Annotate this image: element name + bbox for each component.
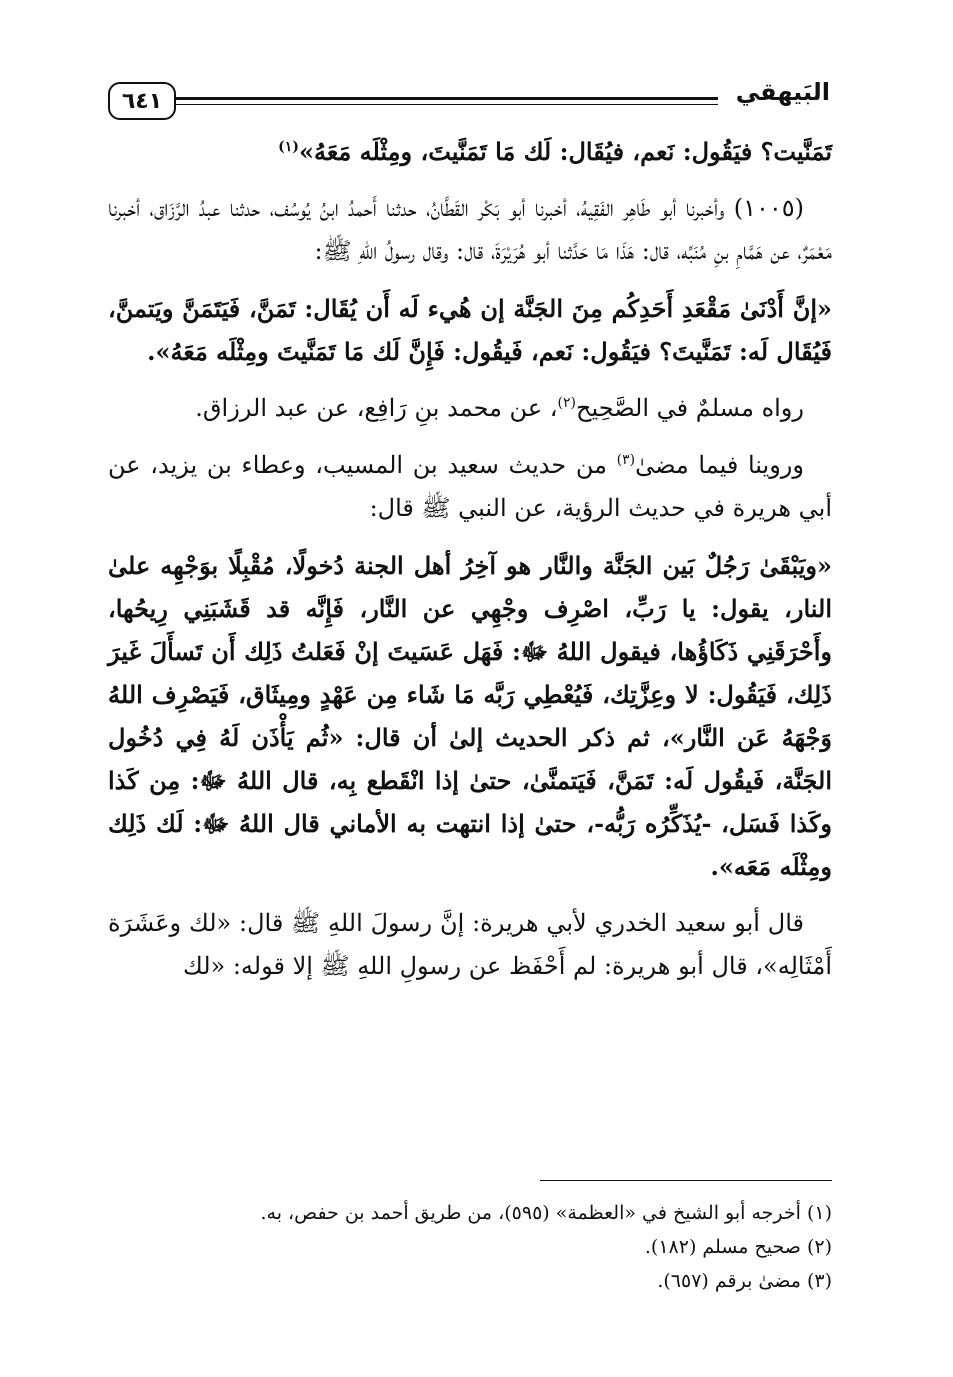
footnote-separator bbox=[540, 1180, 832, 1181]
paragraph-1-text: تَمَنَّيت؟ فيَقُول: نَعم، فيُقَال: لَك مَا تَمَنَّيتَ، ومِثْلَه مَعَهُ» bbox=[298, 137, 832, 166]
paragraph-4-text-a: رواه مسلمٌ في الصَّحِيح bbox=[576, 394, 804, 422]
paragraph-5-text-a: وروينا فيما مضىٰ bbox=[635, 451, 804, 479]
paragraph-5 bbox=[108, 444, 832, 530]
paragraph-2: (١٠٠٥) وأخبرنا أبو طَاهِر الفَقِيهُ، أخبرنا أبو بَكْر القَطَّانُ، حدثنا أَحمدُ ابنُ يُوسُف، حدثنا عبدُ الرَّزَاق، أخبرنا مَعْمَرٌ، عن هَمَّامِ بنِ مُنَبِّه، قال: هَذَا مَا حَدَّثنا أبو هُرَيْرَةَ، قال: وقال رسولُ اللهِ ﷺ: bbox=[108, 194, 832, 265]
running-title: البَيهقي bbox=[735, 78, 830, 106]
footnote-ref-2: (٢) bbox=[557, 395, 576, 411]
header-rule bbox=[176, 97, 718, 100]
footnote-ref-3: (٣) bbox=[616, 452, 636, 468]
footnotes bbox=[108, 1196, 832, 1298]
page-number: ٦٤١ bbox=[108, 82, 176, 120]
page-header bbox=[108, 78, 830, 122]
footnote-1: (١) أخرجه أبو الشيخ في «العظمة» (٥٩٥)، من طريق أحمد بن حفص، به. bbox=[260, 1202, 832, 1224]
paragraph-5-text-b: من حديث سعيد بن المسيب، وعطاء بن يزيد، عن أبي هريرة في حديث الرؤية، عن النبي ﷺ قال: bbox=[108, 451, 832, 522]
main-text bbox=[108, 130, 832, 1002]
paragraph-4-text-b: ، عن محمد بنِ رَافِع، عن عبد الرزاق. bbox=[195, 394, 558, 422]
footnote-ref-1: (١) bbox=[278, 139, 299, 155]
paragraph-3-hadith: «إنَّ أَدْنَىٰ مَقْعَدِ أَحَدِكُم مِنَ الجَنَّة إن هُيء لَه أَن يُقَال: تَمَنَّ، فَيَتَمَنَّ ويَتمنَّ، فَيُقَال لَه: تَمَنَّيتَ؟ فيَقُول: نَعم، فَيقُول: فَإِنَّ لَك مَا تَمَنَّيتَ ومِثْلَه مَعَهُ». bbox=[108, 294, 832, 366]
header-rule-thin bbox=[176, 104, 718, 105]
footnote-2: (٢) صحيح مسلم (١٨٢). bbox=[644, 1236, 832, 1258]
paragraph-4 bbox=[108, 387, 832, 430]
paragraph-6-hadith: «ويَبْقَىٰ رَجُلٌ بَين الجَنَّة والنَّار هو آخِرُ أهل الجنة دُخولًا، مُقْبِلًا بوَجْهِه علىٰ النار، يقول: يا رَبِّ، اصْرِف وجْهِي عن النَّار، فَإِنَّه قد قَشَبَنِي رِيحُها، وأَحْرَقَنِي ذَكَاؤُها، فيقول اللهُ ﷻ: فَهَل عَسَيتَ إنْ فَعَلتُ ذَلِك أَن تَسأَلَ غَيرَ ذَلِك، فَيَقُول: لا وعِزَّتِك، فَيُعْطِي رَبَّه مَا شَاء مِن عَهْدٍ ومِيثَاق، فَيَصْرِف اللهُ وَجْهَهُ عَن النَّار»، ثم ذكر الحديث إلىٰ أن قال: «ثُم يَأْذَن لَهُ فِي دُخُول الجَنَّة، فَيقُول لَه: تَمَنَّ، فَيَتمنَّىٰ، حتىٰ إذا انْقَطع بِه، قال اللهُ ﷻ: مِن كَذا وكَذا فَسَل، -يُذَكِّرُه رَبُّه-، حتىٰ إذا انتهت به الأماني قال اللهُ ﷻ: لَك ذَلِك ومِثْلَه مَعَه». bbox=[108, 551, 833, 881]
paragraph-1 bbox=[108, 130, 832, 173]
footnote-3: (٣) مضىٰ برقم (٦٥٧). bbox=[657, 1270, 832, 1292]
paragraph-7: قال أبو سعيد الخدري لأبي هريرة: إنَّ رسولَ اللهِ ﷺ قال: «لك وعَشَرَة أَمْثَالِه»، قال أبو هريرة: لم أَحْفَظ عن رسولِ اللهِ ﷺ إلا قوله: «لك bbox=[108, 909, 832, 980]
